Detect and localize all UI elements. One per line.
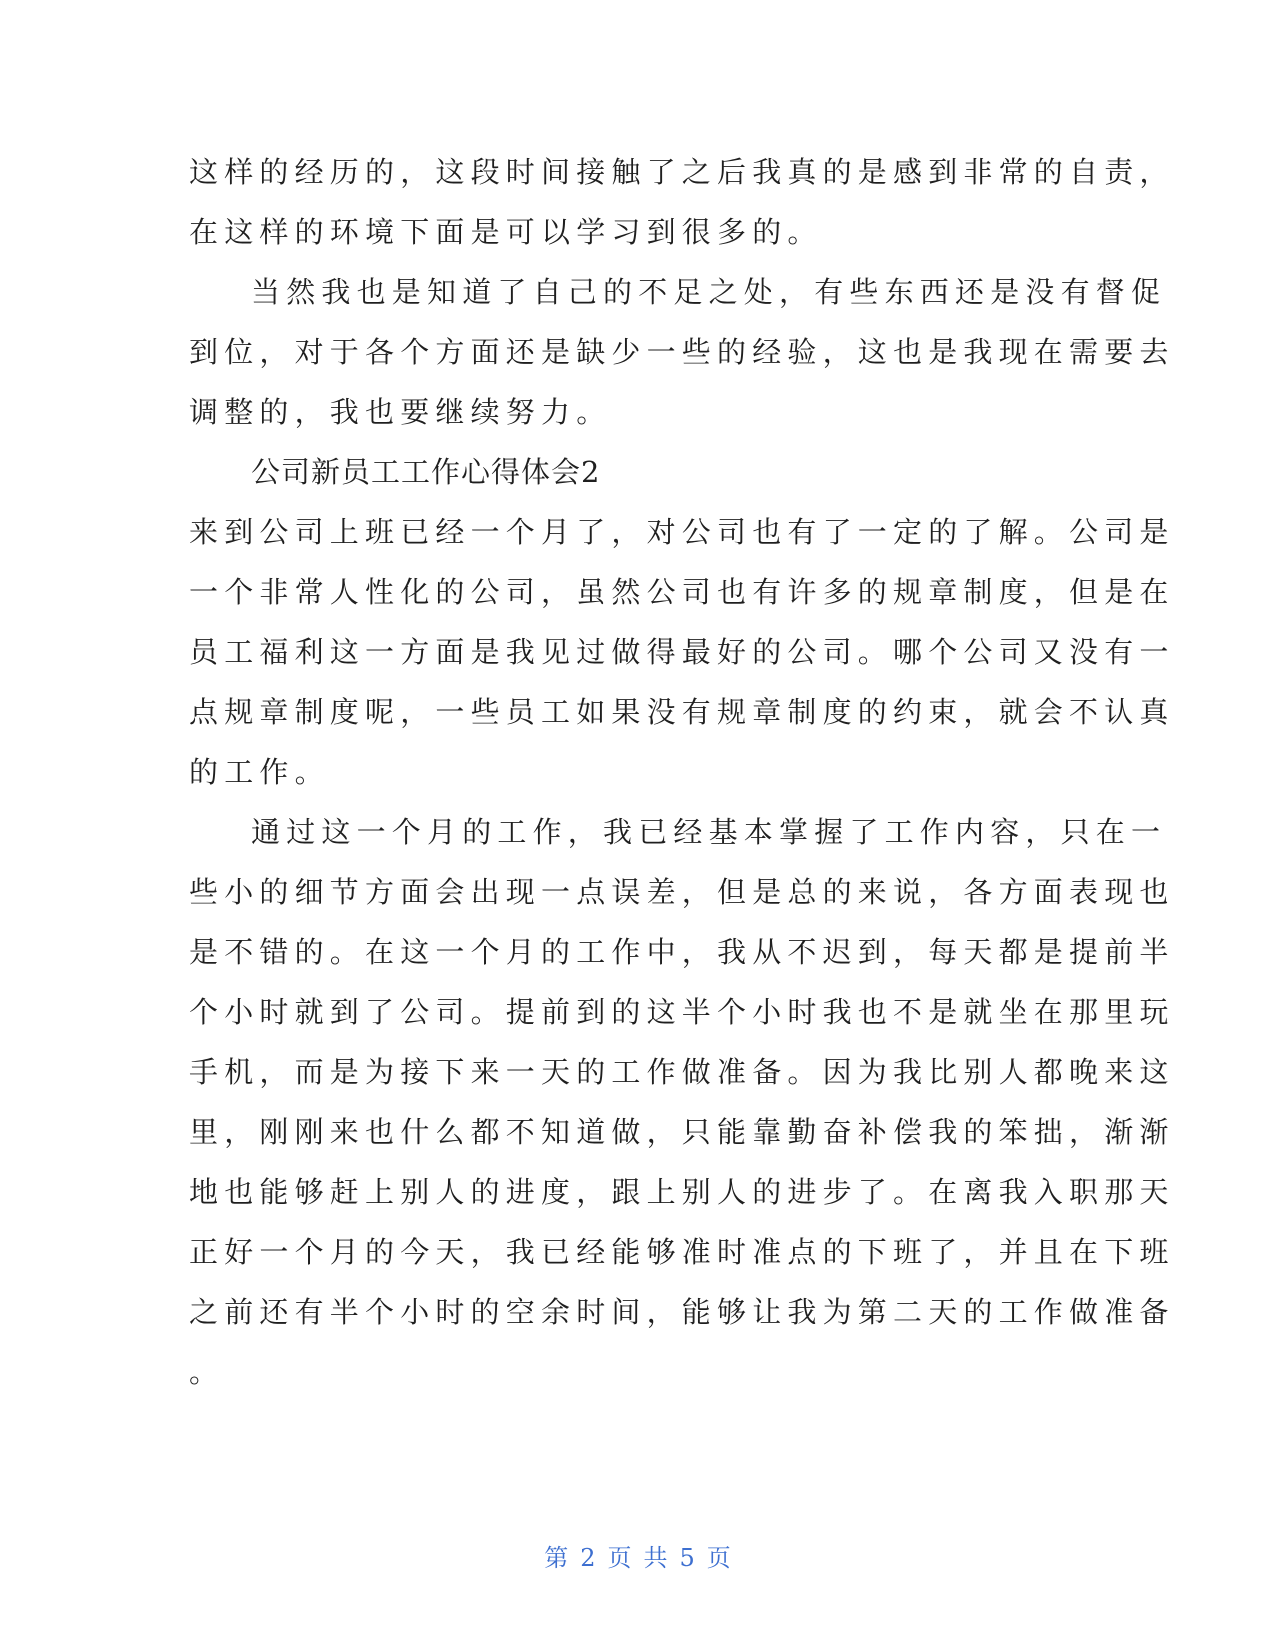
document-body xyxy=(189,142,1175,1402)
text-line: 地也能够赶上别人的进度，跟上别人的进步了。在离我入职那天 xyxy=(189,1175,1175,1209)
text-line: 正好一个月的今天，我已经能够准时准点的下班了，并且在下班 xyxy=(189,1235,1175,1269)
footer-total-word: 共 xyxy=(643,1544,668,1572)
footer-suffix: 页 xyxy=(706,1544,731,1572)
text-line: 一个非常人性化的公司，虽然公司也有许多的规章制度，但是在 xyxy=(189,575,1175,609)
paragraph-start-line: 当然我也是知道了自己的不足之处，有些东西还是没有督促 xyxy=(251,275,1167,309)
text-line: 点规章制度呢，一些员工如果没有规章制度的约束，就会不认真 xyxy=(189,695,1175,729)
footer-prefix: 第 xyxy=(544,1544,569,1572)
text-line: 到位，对于各个方面还是缺少一些的经验，这也是我现在需要去 xyxy=(189,335,1175,369)
paragraph-start-line: 通过这一个月的工作，我已经基本掌握了工作内容，只在一 xyxy=(251,815,1167,849)
text-line: 个小时就到了公司。提前到的这半个小时我也不是就坐在那里玩 xyxy=(189,995,1175,1029)
text-line: 员工福利这一方面是我见过做得最好的公司。哪个公司又没有一 xyxy=(189,635,1175,669)
section-heading: 公司新员工工作心得体会2 xyxy=(251,455,601,489)
current-page-number: 2 xyxy=(580,1544,596,1572)
text-line: 来到公司上班已经一个月了，对公司也有了一定的了解。公司是 xyxy=(189,515,1175,549)
page-footer xyxy=(0,1538,1275,1573)
text-line: 里，刚刚来也什么都不知道做，只能靠勤奋补偿我的笨拙，渐渐 xyxy=(189,1115,1175,1149)
text-line: 这样的经历的，这段时间接触了之后我真的是感到非常的自责， xyxy=(189,155,1175,189)
text-line: 是不错的。在这一个月的工作中，我从不迟到，每天都是提前半 xyxy=(189,935,1175,969)
total-pages-number: 5 xyxy=(679,1544,695,1572)
text-line: 之前还有半个小时的空余时间，能够让我为第二天的工作做准备 xyxy=(189,1295,1175,1329)
text-line: 的工作。 xyxy=(189,755,330,789)
text-line: 在这样的环境下面是可以学习到很多的。 xyxy=(189,215,823,249)
text-line: 。 xyxy=(189,1355,225,1389)
text-line: 手机，而是为接下来一天的工作做准备。因为我比别人都晚来这 xyxy=(189,1055,1175,1089)
footer-page-word: 页 xyxy=(607,1544,632,1572)
text-line: 些小的细节方面会出现一点误差，但是总的来说，各方面表现也 xyxy=(189,875,1175,909)
text-line: 调整的，我也要继续努力。 xyxy=(189,395,612,429)
